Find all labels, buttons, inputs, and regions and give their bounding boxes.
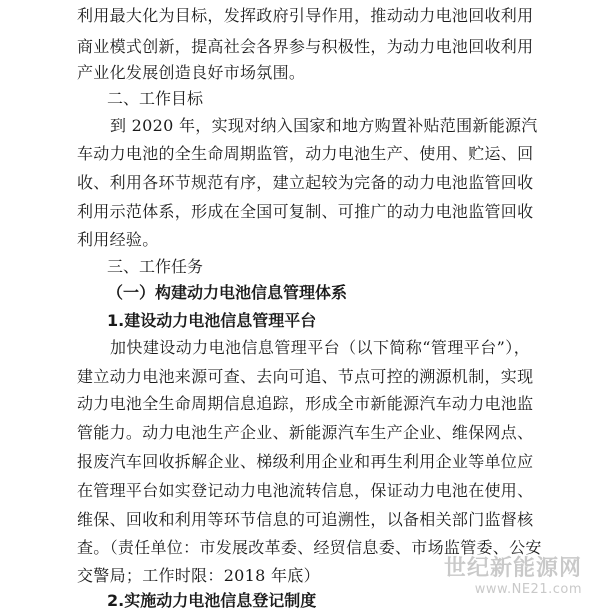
body-text-line: 利用示范体系，形成在全国可复制、可推广的动力电池监管回收 <box>77 202 534 221</box>
body-text-line: 商业模式创新，提高社会各界参与积极性，为动力电池回收利用 <box>77 37 534 56</box>
body-text-line: 加快建设动力电池信息管理平台（以下简称“管理平台”）， <box>110 338 530 357</box>
body-text-line: 车动力电池的全生命周期监管，动力电池生产、使用、贮运、回 <box>77 144 534 163</box>
section-heading-goals: 二、工作目标 <box>107 89 204 108</box>
section-heading-tasks: 三、工作任务 <box>107 257 204 276</box>
body-text-line: 动力电池全生命周期信息追踪，形成全市新能源汽车动力电池监 <box>77 394 534 413</box>
watermark-title: 世纪新能源网 <box>443 556 582 581</box>
item-heading: 1.建设动力电池信息管理平台 <box>107 311 317 330</box>
body-text-line: 产业化发展创造良好市场氛围。 <box>77 63 306 82</box>
body-text-line: 利用经验。 <box>77 230 159 249</box>
body-text-line: 建立动力电池来源可查、去向可追、节点可控的溯源机制，实现 <box>77 367 534 386</box>
body-text-line: 利用最大化为目标，发挥政府引导作用，推动动力电池回收利用 <box>77 6 534 25</box>
body-text-line: 交警局；工作时限：2018 年底） <box>77 566 320 585</box>
body-text-line: 到 2020 年，实现对纳入国家和地方购置补贴范围新能源汽 <box>110 116 538 135</box>
subsection-heading: （一）构建动力电池信息管理体系 <box>107 283 348 302</box>
item-heading: 2.实施动力电池信息登记制度 <box>107 591 317 610</box>
body-text-line: 管能力。动力电池生产企业、新能源汽车生产企业、维保网点、 <box>77 423 534 442</box>
body-text-line: 收、利用各环节规范有序，建立起较为完备的动力电池监管回收 <box>77 173 534 192</box>
watermark <box>444 556 582 598</box>
body-text-line: 查。（责任单位：市发展改革委、经贸信息委、市场监管委、公安 <box>77 538 542 557</box>
watermark-url: www.NE21.com <box>474 582 582 597</box>
body-text-line: 报废汽车回收拆解企业、梯级利用企业和再生利用企业等单位应 <box>77 452 534 471</box>
body-text-line: 维保、回收和利用等环节信息的可追溯性，以备相关部门监督核 <box>77 510 534 529</box>
body-text-line: 在管理平台如实登记动力电池流转信息，保证动力电池在使用、 <box>77 481 534 500</box>
